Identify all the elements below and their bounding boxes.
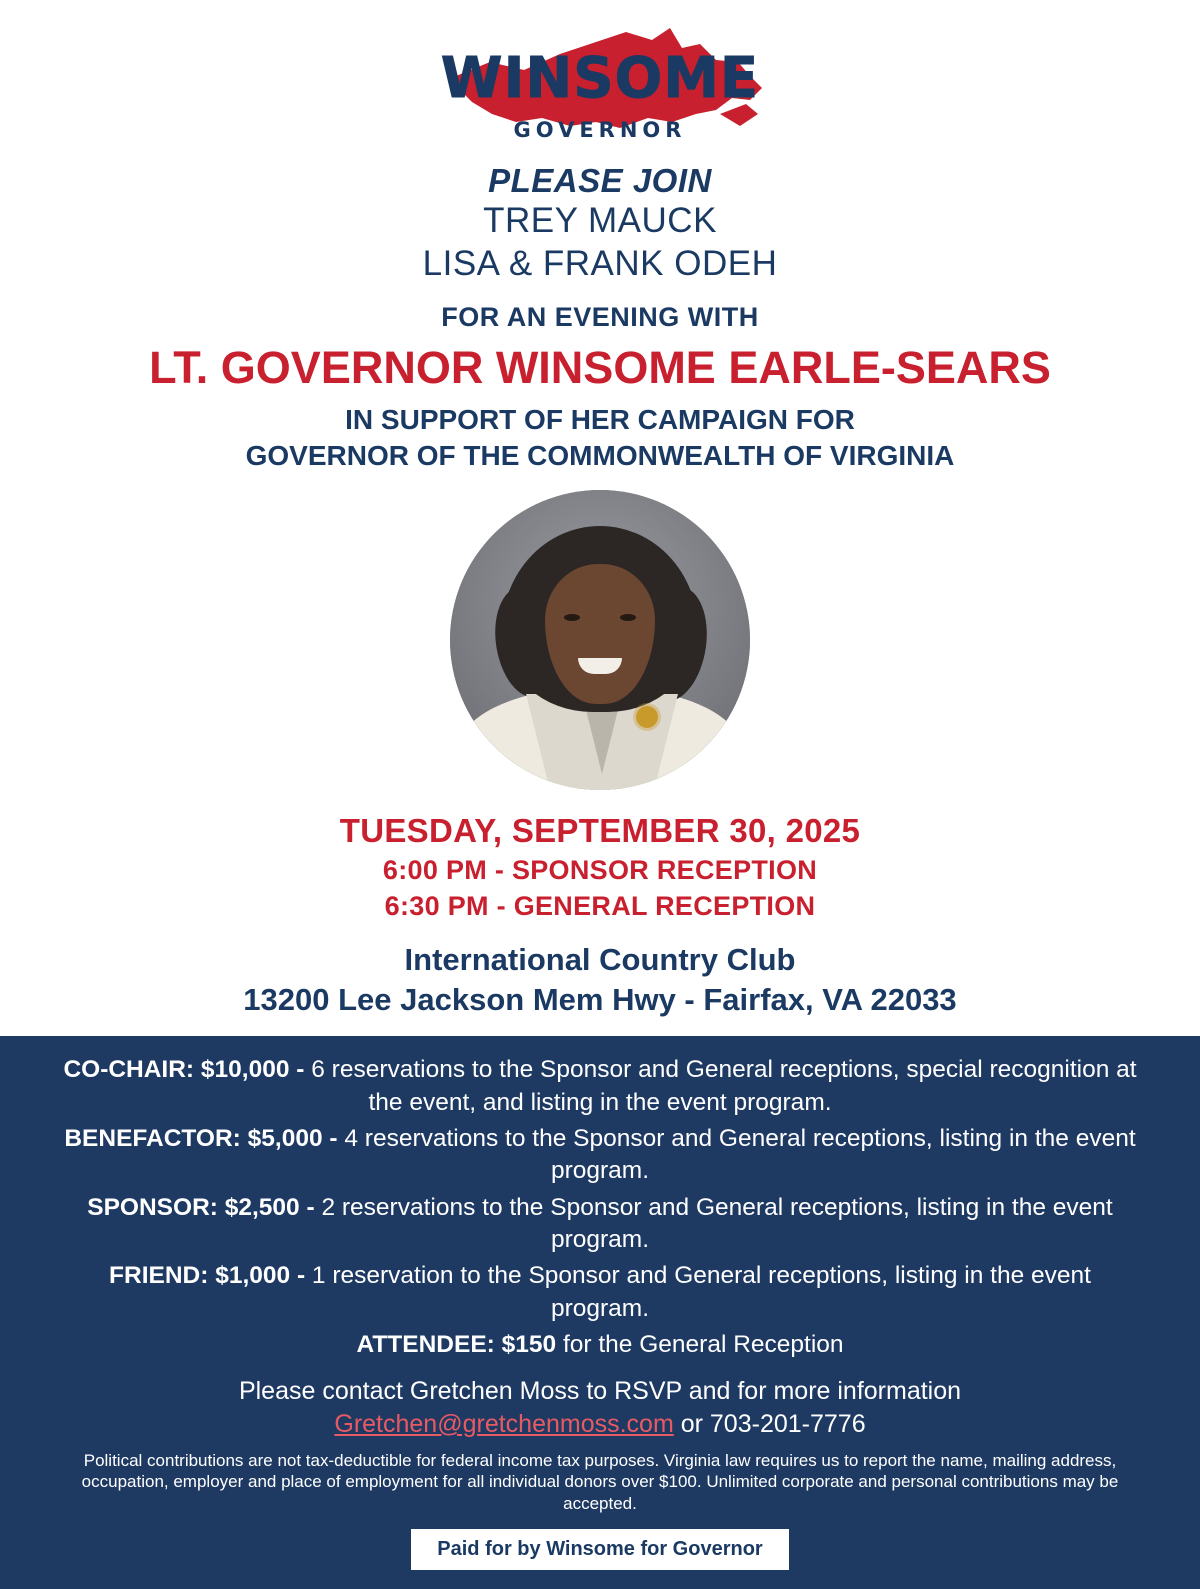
tier-label: SPONSOR: $2,500 - (87, 1193, 322, 1221)
tier-label: ATTENDEE: $150 (356, 1331, 563, 1359)
support-line-2: GOVERNOR OF THE COMMONWEALTH OF VIRGINIA (245, 439, 955, 471)
evening-with-text: FOR AN EVENING WITH (441, 301, 759, 332)
tier-label: FRIEND: $1,000 - (109, 1262, 312, 1290)
event-date-block (0, 812, 1200, 1021)
tier-desc: for the General Reception (562, 1331, 844, 1359)
host-name-2: LISA & FRANK ODEH (422, 243, 778, 283)
rsvp-or: or (673, 1409, 710, 1438)
event-date: TUESDAY, SEPTEMBER 30, 2025 (339, 811, 861, 849)
logo-block (0, 0, 1200, 158)
invitation-header (0, 162, 1200, 474)
headliner-name: LT. GOVERNOR WINSOME EARLE-SEARS (149, 341, 1051, 393)
paid-for-wrap (60, 1528, 1140, 1589)
tier-row (60, 1260, 1140, 1325)
logo-wordmark: WINSOME (440, 46, 760, 111)
rsvp-block (60, 1375, 1140, 1440)
tier-row (60, 1123, 1140, 1188)
portrait-eye-right (620, 614, 636, 621)
tier-row (60, 1329, 1140, 1361)
tier-label: BENEFACTOR: $5,000 - (64, 1125, 345, 1153)
rsvp-contact-line (60, 1408, 1140, 1441)
please-join-text: PLEASE JOIN (488, 162, 712, 199)
paid-for-badge: Paid for by Winsome for Governor (410, 1528, 789, 1571)
logo-subtitle: GOVERNOR (513, 118, 687, 142)
venue-address: 13200 Lee Jackson Mem Hwy - Fairfax, VA 22033 (243, 982, 957, 1018)
candidate-portrait (450, 490, 750, 790)
tier-desc: 4 reservations to the Sponsor and General receptions, listing in the event program. (344, 1125, 1136, 1185)
tier-desc: 6 reservations to the Sponsor and General receptions, special recognition at the event, and listing in the event program. (311, 1056, 1137, 1116)
host-name-1: TREY MAUCK (483, 201, 717, 241)
support-line-1: IN SUPPORT OF HER CAMPAIGN FOR (345, 404, 855, 436)
rsvp-line: Please contact Gretchen Moss to RSVP and for more information (238, 1377, 962, 1406)
event-time-2: 6:30 PM - GENERAL RECEPTION (384, 890, 816, 921)
rsvp-email-link[interactable]: Gretchen@gretchenmoss.com (334, 1409, 674, 1438)
sponsorship-panel (0, 1036, 1200, 1588)
lapel-pin-icon (636, 706, 658, 728)
campaign-logo (420, 18, 780, 158)
tier-label: CO-CHAIR: $10,000 - (63, 1056, 312, 1084)
rsvp-phone: 703-201-7776 (709, 1409, 866, 1438)
tier-row (60, 1192, 1140, 1257)
legal-disclaimer: Political contributions are not tax-deductible for federal income tax purposes. Virginia law requires us to report the name, mailing address, occupation, employer and place of employment for all individual donors over $100. Unlimited corporate and personal contributions may be accepted. (81, 1451, 1119, 1513)
tier-desc: 2 reservations to the Sponsor and General receptions, listing in the event program. (321, 1193, 1113, 1254)
event-time-1: 6:00 PM - SPONSOR RECEPTION (382, 854, 818, 885)
portrait-eye-left (564, 614, 580, 621)
tier-desc: 1 reservation to the Sponsor and General receptions, listing in the event program. (311, 1262, 1091, 1322)
tier-row (60, 1054, 1140, 1119)
portrait-wrap (0, 490, 1200, 790)
venue-name: International Country Club (404, 941, 796, 977)
